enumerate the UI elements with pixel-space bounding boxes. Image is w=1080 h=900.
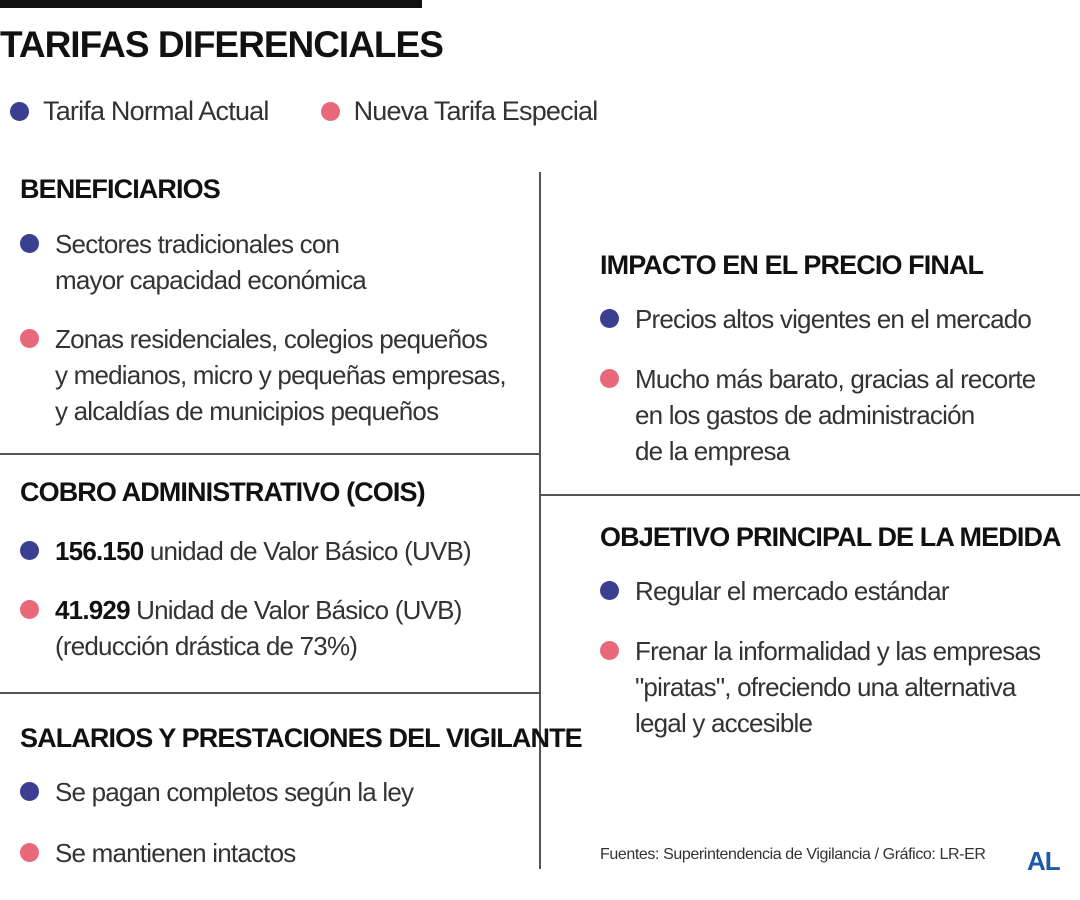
- cobro-special-unit: Unidad de Valor Básico (UVB): [129, 595, 462, 625]
- legend-label-special: Nueva Tarifa Especial: [353, 96, 598, 126]
- normal-dot-icon: [10, 102, 29, 121]
- divider-right-1: [540, 494, 1080, 496]
- objetivo-normal-item: [600, 573, 949, 609]
- special-dot-icon: [20, 600, 39, 619]
- beneficiarios-normal-line-2: mayor capacidad económica: [55, 265, 366, 295]
- section-title-salarios: SALARIOS Y PRESTACIONES DEL VIGILANTE: [20, 723, 582, 753]
- legend-label-normal: Tarifa Normal Actual: [43, 96, 269, 126]
- cobro-special-note: (reducción drástica de 73%): [55, 631, 358, 661]
- normal-dot-icon: [20, 234, 39, 253]
- special-dot-icon: [20, 329, 39, 348]
- impacto-special-item: [600, 361, 1035, 469]
- special-dot-icon: [321, 102, 340, 121]
- cobro-special-item: [20, 592, 462, 664]
- beneficiarios-special-item: [20, 321, 506, 429]
- beneficiarios-special-line-3: y alcaldías de municipios pequeños: [55, 396, 439, 426]
- impacto-normal-item: [600, 301, 1031, 337]
- beneficiarios-normal-item: [20, 226, 366, 298]
- beneficiarios-special-line-2: y medianos, micro y pequeñas empresas,: [55, 360, 506, 390]
- legend-item-normal: [10, 96, 269, 127]
- salarios-normal-item: [20, 774, 413, 810]
- objetivo-special-line-1: Frenar la informalidad y las empresas: [635, 636, 1041, 666]
- impacto-normal-text: Precios altos vigentes en el mercado: [635, 304, 1032, 334]
- column-divider: [539, 172, 541, 869]
- impacto-special-line-2: en los gastos de administración: [635, 400, 975, 430]
- impacto-special-line-3: de la empresa: [635, 436, 790, 466]
- cobro-normal-unit: unidad de Valor Básico (UVB): [143, 536, 471, 566]
- cobro-special-value: 41.929: [55, 595, 130, 625]
- normal-dot-icon: [20, 541, 39, 560]
- normal-dot-icon: [20, 782, 39, 801]
- salarios-normal-text: Se pagan completos según la ley: [55, 777, 414, 807]
- special-dot-icon: [600, 369, 619, 388]
- beneficiarios-special-line-1: Zonas residenciales, colegios pequeños: [55, 324, 488, 354]
- objetivo-special-line-2: "piratas", ofreciendo una alternativa: [635, 672, 1016, 702]
- objetivo-special-line-3: legal y accesible: [635, 708, 813, 738]
- page-title: TARIFAS DIFERENCIALES: [0, 24, 443, 65]
- legend-item-special: [321, 96, 598, 127]
- salarios-special-text: Se mantienen intactos: [55, 838, 296, 868]
- normal-dot-icon: [600, 309, 619, 328]
- section-impacto: [600, 250, 983, 281]
- cobro-normal-value: 156.150: [55, 536, 144, 566]
- special-dot-icon: [600, 641, 619, 660]
- beneficiarios-normal-line-1: Sectores tradicionales con: [55, 229, 340, 259]
- normal-dot-icon: [600, 581, 619, 600]
- objetivo-special-item: [600, 633, 1040, 741]
- divider-left-1: [0, 453, 540, 455]
- section-cobro: [20, 477, 425, 508]
- impacto-special-line-1: Mucho más barato, gracias al recorte: [635, 364, 1036, 394]
- special-dot-icon: [20, 843, 39, 862]
- section-title-objetivo: OBJETIVO PRINCIPAL DE LA MEDIDA: [600, 522, 1061, 552]
- section-salarios: [20, 723, 582, 754]
- top-accent-bar: [0, 0, 422, 8]
- cobro-normal-item: [20, 533, 471, 569]
- salarios-special-item: [20, 835, 295, 871]
- source-credit: Fuentes: Superintendencia de Vigilancia / Gráfico: LR-ER: [600, 846, 986, 863]
- section-beneficiarios: [20, 174, 220, 205]
- divider-left-2: [0, 692, 540, 694]
- legend: [10, 96, 597, 127]
- objetivo-normal-text: Regular el mercado estándar: [635, 576, 949, 606]
- section-objetivo: [600, 522, 1061, 553]
- section-title-impacto: IMPACTO EN EL PRECIO FINAL: [600, 250, 984, 280]
- section-title-beneficiarios: BENEFICIARIOS: [20, 174, 220, 204]
- brand-logo: AL: [1027, 846, 1060, 876]
- section-title-cobro: COBRO ADMINISTRATIVO (COIS): [20, 477, 425, 507]
